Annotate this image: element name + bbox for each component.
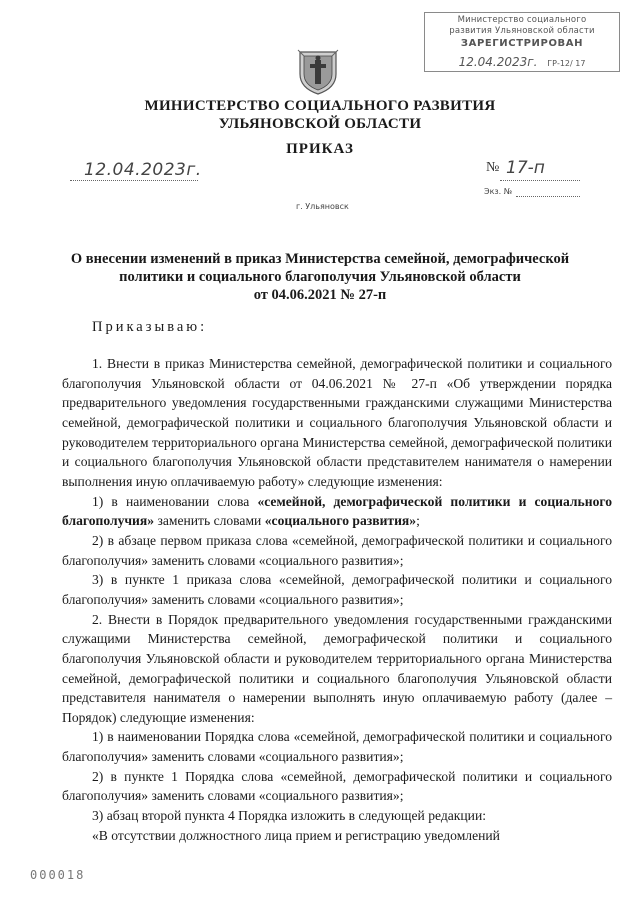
p2-bold-old: «семейной, демографической политики и социального благополучия» xyxy=(62,493,612,529)
paragraph-2-3: 3) абзац второй пункта 4 Порядка изложить в следующей редакции: xyxy=(92,808,486,824)
paragraph-1: 1. Внести в приказ Министерства семейной, демографической политики и социального благополучия Ульяновской области от 04.06.2021 № 27-п «Об утверждении порядка предварительного уведомления государственными гражданскими служащими Министерства семейной, демографической политики и социального благополучия Ульяновской области и руководителем территориального органа Министерства семейной, демографической политики и социального благополучия Ульяновской области представителем нанимателя о намерении выполнения иную оплачиваемую работу» следующие изменения: xyxy=(62,356,612,489)
paragraph-1-1 xyxy=(62,492,612,531)
document-heading xyxy=(40,250,600,304)
stamp-registered: ЗАРЕГИСТРИРОВАН xyxy=(460,38,584,49)
page-code: 000018 xyxy=(30,868,86,882)
document-type: ПРИКАЗ xyxy=(286,141,354,157)
registration-stamp xyxy=(424,12,620,72)
city: г. Ульяновск xyxy=(296,202,349,211)
heading-line3: от 04.06.2021 № 27-п xyxy=(253,287,387,303)
p2-end: ; xyxy=(416,513,420,529)
prikazyvayu: Приказываю: xyxy=(92,319,208,335)
heading-line2: политики и социального благополучия Ульяновской области xyxy=(119,269,521,285)
ministry-name-line1: МИНИСТЕРСТВО СОЦИАЛЬНОГО РАЗВИТИЯ xyxy=(144,98,496,114)
copy-number-underline xyxy=(516,196,580,197)
p2-mid: заменить словами xyxy=(154,513,265,529)
coat-of-arms-emblem xyxy=(296,48,340,96)
paragraph-2-1: 1) в наименовании Порядка слова «семейной, демографической политики и социального благополучия» заменить словами «социального развития»; xyxy=(62,729,612,765)
stamp-line1: Министерство социального xyxy=(457,15,587,25)
p2-start: 1) в наименовании слова xyxy=(92,493,258,509)
stamp-number: ГР-12/ 17 xyxy=(547,59,586,68)
copy-number-label: Экз. № xyxy=(484,187,513,196)
paragraph-quote: «В отсутствии должностного лица прием и регистрацию уведомлений xyxy=(92,827,500,843)
paragraph-2: 2. Внести в Порядок предварительного уведомления государственными гражданскими служащими Министерства семейной, демографической политики и социального благополучия Ульяновской области и руководителем территориального органа Министерства семейной, демографической политики и социального благополучия Ульяновской области представителя нанимателя о намерении выполнять иную оплачиваемую работу (далее – Порядок) следующие изменения: xyxy=(62,611,612,725)
number-sign: № xyxy=(486,160,500,175)
stamp-line2: развития Ульяновской области xyxy=(449,26,595,36)
ministry-name-line2: УЛЬЯНОВСКОЙ ОБЛАСТИ xyxy=(218,116,422,132)
p2-bold-new: «социального развития» xyxy=(264,513,417,529)
stamp-date-number xyxy=(425,55,619,69)
document-body xyxy=(62,354,612,845)
paragraph-1-3: 3) в пункте 1 приказа слова «семейной, демографической политики и социального благополучия» заменить словами «социального развития»; xyxy=(62,572,612,607)
paragraph-2-2: 2) в пункте 1 Порядка слова «семейной, демографической политики и социального благополучия» заменить словами «социального развития»; xyxy=(62,768,612,804)
date-underline xyxy=(70,180,198,181)
number-underline xyxy=(500,180,580,181)
stamp-date: 12.04.2023г. xyxy=(458,55,538,69)
order-date: 12.04.2023г. xyxy=(84,160,202,180)
heading-line1: О внесении изменений в приказ Министерства семейной, демографической xyxy=(70,251,570,267)
paragraph-1-2: 2) в абзаце первом приказа слова «семейной, демографической политики и социального благополучия» заменить словами «социального развития»; xyxy=(62,532,612,568)
order-number: 17-п xyxy=(506,158,545,178)
